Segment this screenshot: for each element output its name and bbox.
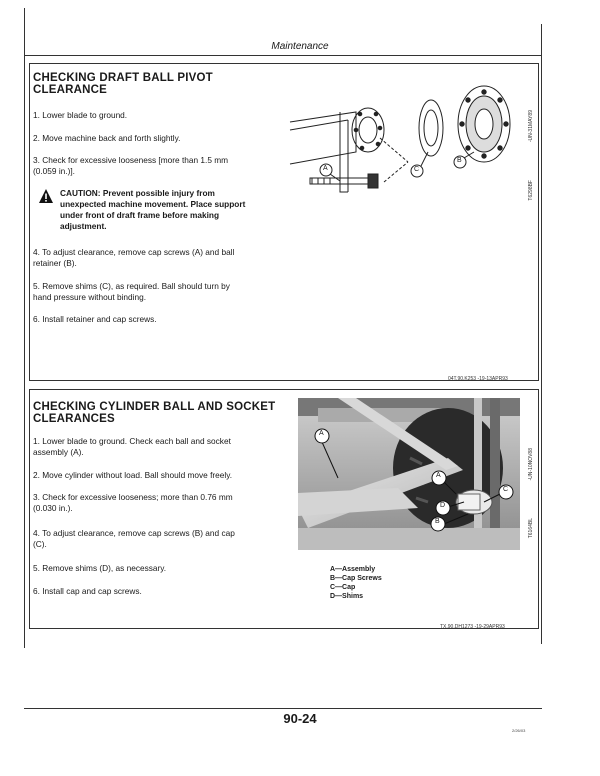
section1-step-3a: 3. Check for excessive looseness [more than 1.5 mm	[33, 155, 229, 165]
section2-figure-code-bottom: T6164BL	[528, 518, 534, 539]
caution-line-2: unexpected machine movement. Place support	[60, 199, 246, 209]
page-header-title: Maintenance	[271, 41, 329, 52]
left-margin-line	[24, 8, 25, 648]
legend-d: D—Shims	[330, 593, 364, 600]
section1-step-6: 6. Install retainer and cap screws.	[33, 314, 157, 324]
section2-ref-code: TX,90,DH1273 -19-29APR93	[440, 624, 505, 630]
photo-callout-d: D	[440, 502, 446, 509]
section1-title-line2: CLEARANCE	[33, 84, 107, 96]
section2-step-5: 5. Remove shims (D), as necessary.	[33, 563, 167, 573]
caution-line-3: under front of draft frame before making	[60, 210, 220, 220]
footer-tiny-code: 2/26/03	[512, 728, 526, 733]
page-number: 90-24	[283, 711, 317, 726]
legend-b: B—Cap Screws	[330, 575, 382, 582]
header-rule	[24, 55, 542, 56]
section2-title	[33, 401, 275, 425]
caution-line-1: CAUTION: Prevent possible injury from	[60, 188, 215, 198]
photo-callout-c: C	[503, 486, 509, 493]
legend-c: C—Cap	[330, 584, 356, 591]
section2-title-line1: CHECKING CYLINDER BALL AND SOCKET	[33, 401, 276, 413]
section2-step-1a: 1. Lower blade to ground. Check each ball and socket	[33, 436, 231, 446]
caution-line-4: adjustment.	[60, 221, 107, 231]
section1-title	[33, 72, 213, 96]
section1-figure-code-top: -UN-31MAY89	[528, 110, 534, 143]
section2-step-4b: (C).	[33, 539, 47, 549]
figure-legend	[330, 565, 382, 601]
section1-step-4b: retainer (B).	[33, 258, 77, 268]
callout-c-label: C	[414, 166, 420, 173]
section2-title-line2: CLEARANCES	[33, 413, 115, 425]
callout-a-label: A	[323, 165, 328, 172]
caution-warning-icon	[38, 188, 54, 204]
section1-ref-code: 04T,90,K253 -19-13APR93	[448, 376, 508, 382]
caution-text	[60, 188, 270, 232]
section2-step-1b: assembly (A).	[33, 447, 84, 457]
section1-step-4a: 4. To adjust clearance, remove cap screws (A) and ball	[33, 247, 235, 257]
footer-rule	[24, 708, 542, 709]
section2-step-4a: 4. To adjust clearance, remove cap screws (B) and cap	[33, 528, 235, 538]
cylinder-ball-socket-photo	[298, 398, 520, 550]
section2-step-6: 6. Install cap and cap screws.	[33, 586, 142, 596]
photo-callout-a2: A	[436, 472, 441, 479]
photo-callout-b: B	[435, 518, 440, 525]
section1-step-5b: hand pressure without binding.	[33, 292, 147, 302]
section2-figure-code-top: -UN-10NOV88	[528, 448, 534, 481]
section1-step-5a: 5. Remove shims (C), as required. Ball should turn by	[33, 281, 230, 291]
section1-figure-code-bottom: T6298BF	[528, 180, 534, 201]
right-margin-line	[541, 24, 542, 644]
legend-a: A—Assembly	[330, 566, 376, 573]
section1-title-line1: CHECKING DRAFT BALL PIVOT	[33, 72, 213, 84]
section2-step-3b: (0.030 in.).	[33, 503, 73, 513]
callout-b-label: B	[457, 157, 462, 164]
section2-step-2: 2. Move cylinder without load. Ball should move freely.	[33, 470, 233, 480]
section1-step-1: 1. Lower blade to ground.	[33, 110, 128, 120]
photo-callout-a1: A	[319, 430, 324, 437]
section1-step-3b: (0.059 in.)].	[33, 166, 75, 176]
section2-step-3a: 3. Check for excessive looseness; more than 0.76 mm	[33, 492, 233, 502]
section1-step-2: 2. Move machine back and forth slightly.	[33, 133, 181, 143]
draft-ball-pivot-figure	[288, 82, 520, 212]
